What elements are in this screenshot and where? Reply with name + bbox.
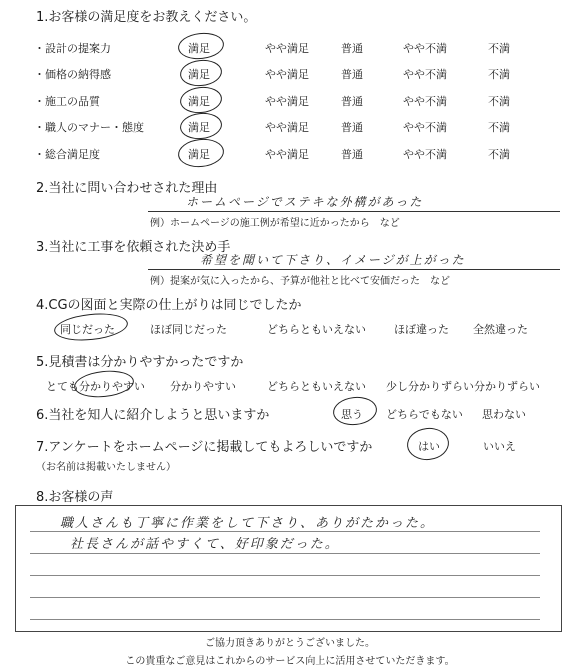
q1-option-dissatisfied[interactable]: 不満 xyxy=(488,148,510,161)
q1-option-somewhat-satisfied[interactable]: やや満足 xyxy=(265,121,309,134)
q4-option-almost-same[interactable]: ほぼ同じだった xyxy=(150,323,227,336)
q2-handwritten-answer[interactable]: ホームページでステキな外構があった xyxy=(186,195,424,209)
q5-option-very-clear[interactable]: とても分かりやすい xyxy=(46,380,145,393)
q1-option-satisfied[interactable]: 満足 xyxy=(188,68,210,81)
q5-option-slightly-unclear[interactable]: 少し分かりずらい xyxy=(386,380,474,393)
q4-option-totally-different[interactable]: 全然違った xyxy=(473,323,528,336)
q7-option-no[interactable]: いいえ xyxy=(483,440,516,453)
writing-line xyxy=(30,531,540,532)
selection-circle xyxy=(179,111,223,141)
q5-option-unclear[interactable]: 分かりずらい xyxy=(474,380,540,393)
selection-circle xyxy=(53,310,129,344)
q3-title: 3.当社に工事を依頼された決め手 xyxy=(36,240,231,255)
writing-line xyxy=(30,597,540,598)
q6-title: 6.当社を知人に紹介しようと思いますか xyxy=(36,408,270,423)
q1-option-somewhat-satisfied[interactable]: やや満足 xyxy=(265,42,309,55)
q3-example: 例）提案が気に入ったから、予算が他社と比べて安価だった など xyxy=(150,276,450,287)
q6-option-no[interactable]: 思わない xyxy=(482,408,526,421)
q2-title: 2.当社に問い合わせされた理由 xyxy=(36,181,218,196)
q1-row-label: ・施工の品質 xyxy=(34,95,100,108)
q8-handwritten-line: 職人さんも丁寧に作業をして下さり、ありがたかった。 xyxy=(60,516,436,531)
selection-circle xyxy=(405,426,450,462)
q1-option-satisfied[interactable]: 満足 xyxy=(188,148,210,161)
q1-row-label: ・総合満足度 xyxy=(34,148,100,161)
q1-option-neutral[interactable]: 普通 xyxy=(341,68,363,81)
q5-option-clear[interactable]: 分かりやすい xyxy=(170,380,236,393)
q1-option-satisfied[interactable]: 満足 xyxy=(188,95,210,108)
q1-row-label: ・価格の納得感 xyxy=(34,68,111,81)
q1-option-neutral[interactable]: 普通 xyxy=(341,148,363,161)
writing-line xyxy=(30,553,540,554)
q1-row-label: ・職人のマナー・態度 xyxy=(34,121,144,134)
q1-option-dissatisfied[interactable]: 不満 xyxy=(488,95,510,108)
q1-option-somewhat-satisfied[interactable]: やや満足 xyxy=(265,95,309,108)
selection-circle xyxy=(179,58,223,88)
q1-option-dissatisfied[interactable]: 不満 xyxy=(488,42,510,55)
answer-line xyxy=(148,269,560,270)
q1-option-somewhat-dissatisfied[interactable]: やや不満 xyxy=(403,42,447,55)
q4-option-neither[interactable]: どちらともいえない xyxy=(267,323,366,336)
q4-option-almost-different[interactable]: ほぼ違った xyxy=(394,323,449,336)
answer-line xyxy=(148,211,560,212)
q7-title: 7.アンケートをホームページに掲載してもよろしいですか xyxy=(36,440,373,455)
q4-title: 4.CGの図面と実際の仕上がりは同じでしたか xyxy=(36,298,302,313)
q6-option-neither[interactable]: どちらでもない xyxy=(386,408,463,421)
q1-option-somewhat-dissatisfied[interactable]: やや不満 xyxy=(403,95,447,108)
q1-row-label: ・設計の提案力 xyxy=(34,42,111,55)
q1-option-somewhat-dissatisfied[interactable]: やや不満 xyxy=(403,68,447,81)
q1-option-satisfied[interactable]: 満足 xyxy=(188,42,210,55)
q5-title: 5.見積書は分かりやすかったですか xyxy=(36,355,244,370)
q5-option-neither[interactable]: どちらともいえない xyxy=(267,380,366,393)
q1-option-somewhat-satisfied[interactable]: やや満足 xyxy=(265,148,309,161)
q2-example: 例）ホームページの施工例が希望に近かったから など xyxy=(150,218,400,229)
writing-line xyxy=(30,619,540,620)
q7-option-yes[interactable]: はい xyxy=(418,440,440,453)
q1-title: 1.お客様の満足度をお教えください。 xyxy=(36,10,257,25)
selection-circle xyxy=(177,31,225,62)
footer-thanks: ご協力頂きありがとうございました。 xyxy=(205,638,375,649)
q8-handwritten-line: 社長さんが話やすくて、好印象だった。 xyxy=(70,537,340,552)
q1-option-neutral[interactable]: 普通 xyxy=(341,42,363,55)
q7-note: （お名前は掲載いたしません） xyxy=(36,462,176,473)
q1-option-dissatisfied[interactable]: 不満 xyxy=(488,121,510,134)
q4-option-same[interactable]: 同じだった xyxy=(60,323,115,336)
footer-note: この貴重なご意見はこれからのサービス向上に活用させていただきます。 xyxy=(125,656,455,667)
selection-circle xyxy=(179,85,223,115)
q6-option-yes[interactable]: 思う xyxy=(341,408,363,421)
q1-option-somewhat-dissatisfied[interactable]: やや不満 xyxy=(403,148,447,161)
selection-circle xyxy=(73,368,135,400)
q1-option-neutral[interactable]: 普通 xyxy=(341,121,363,134)
selection-circle xyxy=(332,395,379,427)
writing-line xyxy=(30,575,540,576)
selection-circle xyxy=(177,137,226,170)
q1-option-somewhat-dissatisfied[interactable]: やや不満 xyxy=(403,121,447,134)
q8-title: 8.お客様の声 xyxy=(36,490,114,505)
q1-option-satisfied[interactable]: 満足 xyxy=(188,121,210,134)
q1-option-dissatisfied[interactable]: 不満 xyxy=(488,68,510,81)
q3-handwritten-answer[interactable]: 希望を聞いて下さり、イメージが上がった xyxy=(200,253,466,267)
q1-option-somewhat-satisfied[interactable]: やや満足 xyxy=(265,68,309,81)
q1-option-neutral[interactable]: 普通 xyxy=(341,95,363,108)
